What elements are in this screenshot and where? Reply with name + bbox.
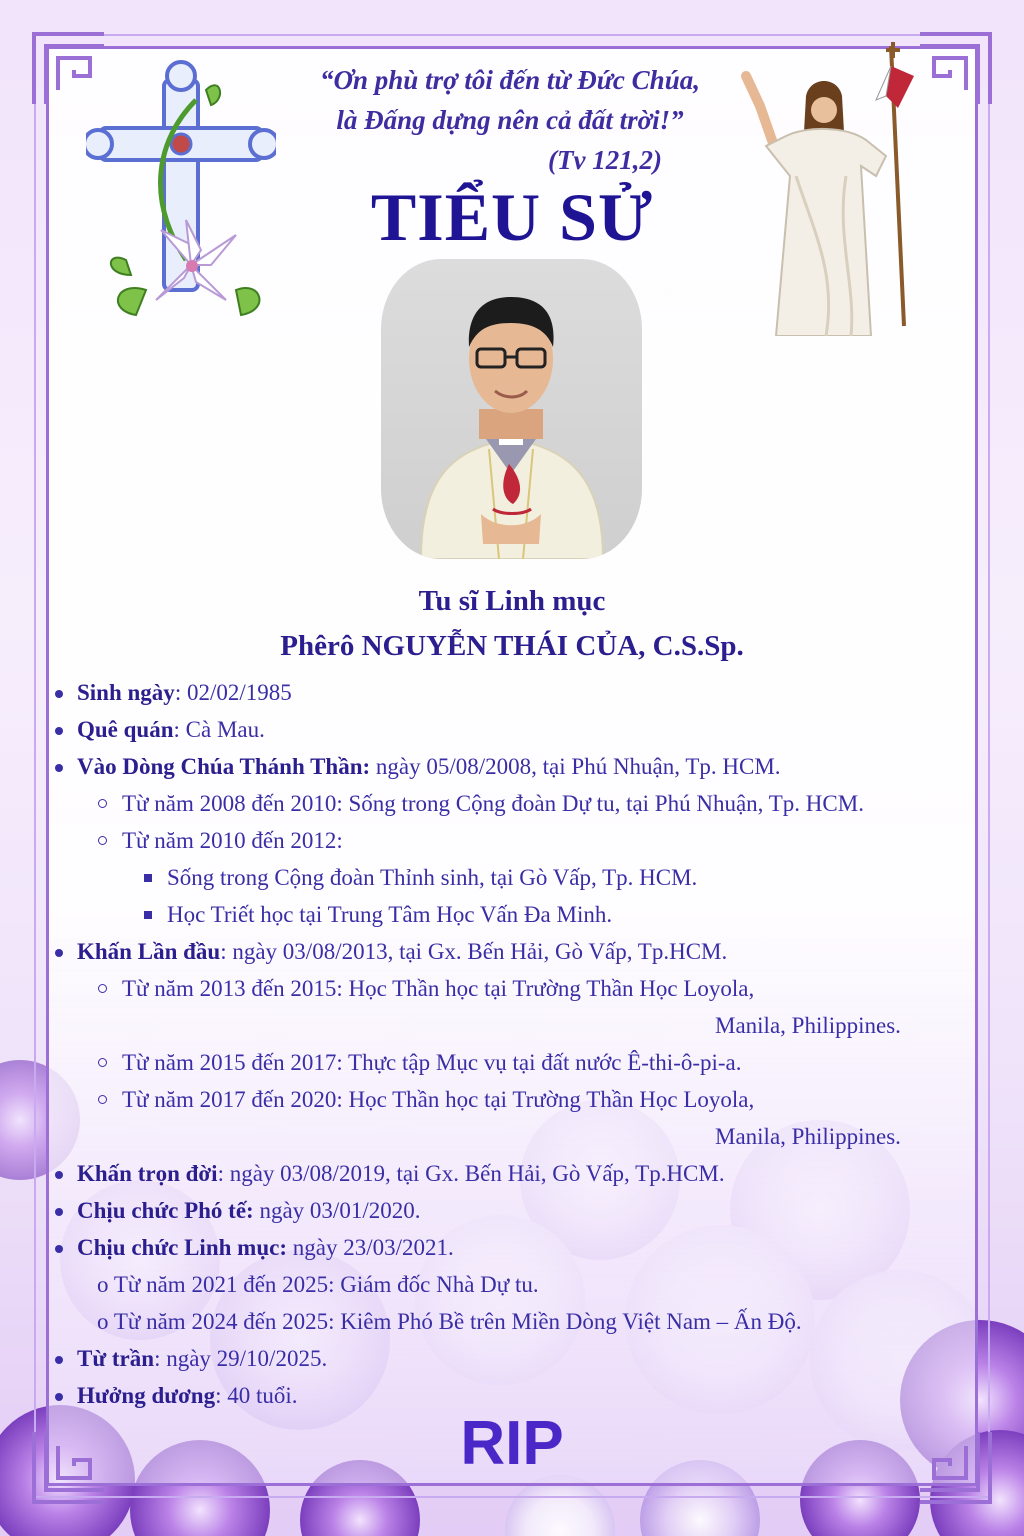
biography-list bbox=[52, 674, 982, 1414]
birth-label: Sinh ngày bbox=[77, 680, 175, 705]
corner-ornament-icon bbox=[916, 30, 994, 108]
list-item bbox=[52, 674, 982, 711]
list-item: Từ năm 2008 đến 2010: Sống trong Cộng đoàn Dự tu, tại Phú Nhuận, Tp. HCM. bbox=[52, 785, 982, 822]
birth-value: : 02/02/1985 bbox=[174, 680, 292, 705]
list-item bbox=[52, 748, 982, 785]
death-value: : ngày 29/10/2025. bbox=[154, 1346, 328, 1371]
list-item: Từ năm 2013 đến 2015: Học Thần học tại Trường Thần Học Loyola, bbox=[52, 970, 982, 1007]
priest-portrait-icon bbox=[381, 259, 642, 559]
age-label: Hưởng dương bbox=[77, 1383, 216, 1408]
quote-line-1: “Ơn phù trợ tôi đến từ Đức Chúa, bbox=[320, 65, 700, 95]
priest-label: Chịu chức Linh mục: bbox=[77, 1235, 287, 1260]
list-item: Sống trong Cộng đoàn Thỉnh sinh, tại Gò Vấp, Tp. HCM. bbox=[52, 859, 982, 896]
final-vows-value: : ngày 03/08/2019, tại Gx. Bến Hải, Gò Vấp, Tp.HCM. bbox=[217, 1161, 725, 1186]
list-item: o Từ năm 2021 đến 2025: Giám đốc Nhà Dự tu. bbox=[97, 1272, 539, 1297]
priest-value: ngày 23/03/2021. bbox=[286, 1235, 454, 1260]
list-item: Từ năm 2015 đến 2017: Thực tập Mục vụ tại đất nước Ê-thi-ô-pi-a. bbox=[52, 1044, 982, 1081]
age-value: : 40 tuổi. bbox=[215, 1383, 298, 1408]
portrait-photo bbox=[381, 259, 642, 559]
subtitle-name: Phêrô NGUYỄN THÁI CỦA, C.S.Sp. bbox=[280, 630, 744, 662]
death-label: Từ trần bbox=[77, 1346, 155, 1371]
subtitle-role: Tu sĩ Linh mục bbox=[418, 585, 606, 617]
rip-text: RIP bbox=[460, 1409, 564, 1478]
list-item: o Từ năm 2024 đến 2025: Kiêm Phó Bề trên Miền Dòng Việt Nam – Ấn Độ. bbox=[97, 1309, 802, 1334]
list-item: Từ năm 2017 đến 2020: Học Thần học tại Trường Thần Học Loyola, bbox=[52, 1081, 982, 1118]
page-title: TIỂU SỬ bbox=[370, 179, 654, 255]
hometown-label: Quê quán bbox=[77, 717, 174, 742]
list-item-continuation: Manila, Philippines. bbox=[715, 1124, 901, 1149]
list-item bbox=[52, 1155, 982, 1192]
corner-ornament-icon bbox=[30, 1428, 108, 1506]
corner-ornament-icon bbox=[916, 1428, 994, 1506]
list-item: Từ năm 2010 đến 2012: bbox=[52, 822, 982, 859]
list-item bbox=[52, 1340, 982, 1377]
entry-value: ngày 05/08/2008, tại Phú Nhuận, Tp. HCM. bbox=[370, 754, 781, 779]
deacon-label: Chịu chức Phó tế: bbox=[77, 1198, 254, 1223]
list-item bbox=[52, 1192, 982, 1229]
quote-reference: (Tv 121,2) bbox=[548, 145, 662, 175]
deacon-value: ngày 03/01/2020. bbox=[253, 1198, 421, 1223]
first-vows-value: : ngày 03/08/2013, tại Gx. Bến Hải, Gò Vấp, Tp.HCM. bbox=[220, 939, 728, 964]
list-item bbox=[52, 933, 982, 970]
list-item: Học Triết học tại Trung Tâm Học Vấn Đa Minh. bbox=[52, 896, 982, 933]
list-item-continuation: Manila, Philippines. bbox=[715, 1013, 901, 1038]
scripture-quote bbox=[240, 60, 780, 180]
first-vows-label: Khấn Lần đầu bbox=[77, 939, 221, 964]
list-item bbox=[52, 1229, 982, 1266]
hometown-value: : Cà Mau. bbox=[173, 717, 265, 742]
quote-line-2: là Đấng dựng nên cả đất trời!” bbox=[336, 105, 684, 135]
list-item bbox=[52, 711, 982, 748]
entry-label: Vào Dòng Chúa Thánh Thần: bbox=[77, 754, 371, 779]
final-vows-label: Khấn trọn đời bbox=[77, 1161, 218, 1186]
